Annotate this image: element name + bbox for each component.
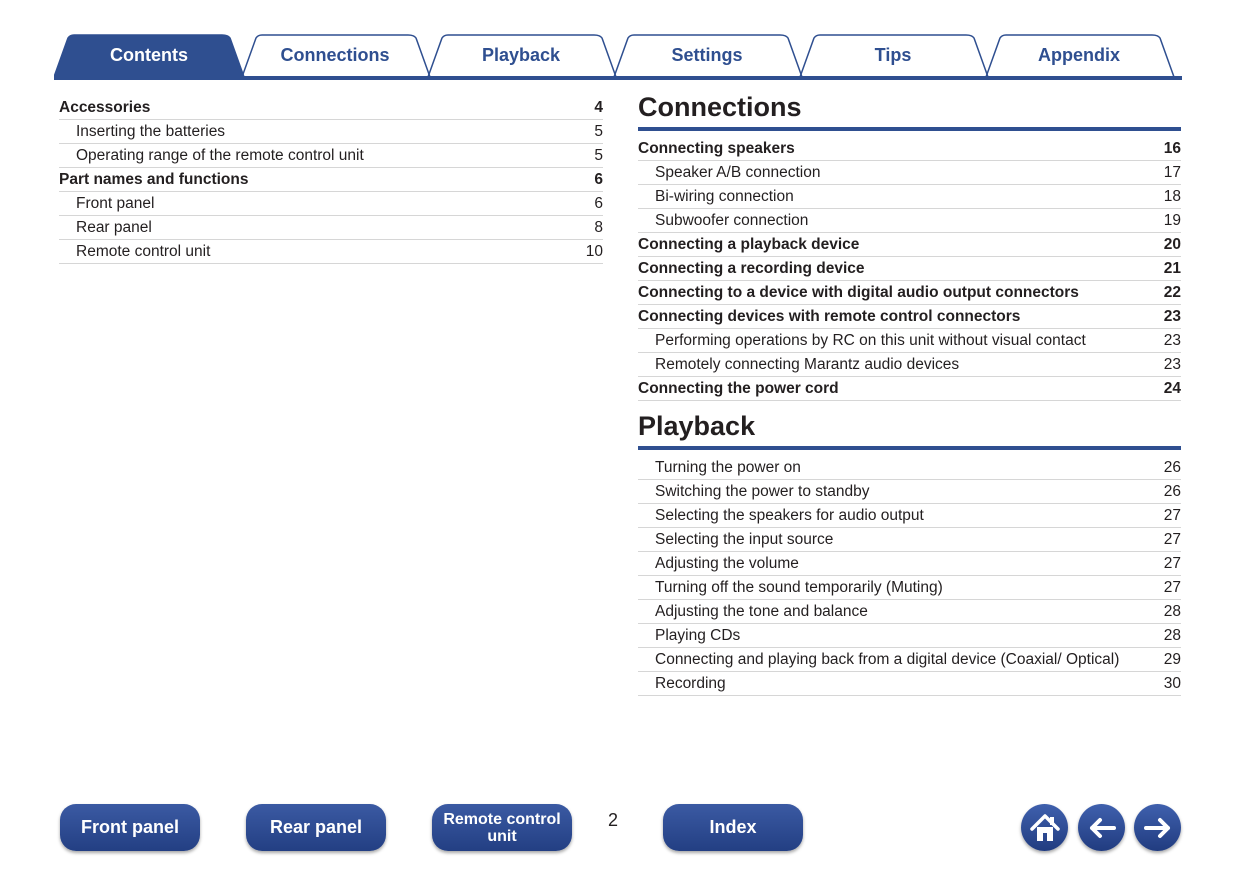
toc-entry-page: 6 <box>594 171 603 188</box>
toc-entry[interactable] <box>59 96 603 120</box>
toc-entry[interactable] <box>638 528 1181 552</box>
arrow-right-icon <box>1141 811 1175 845</box>
toc-entry-title: Turning the power on <box>655 459 801 476</box>
toc-entry-title: Selecting the input source <box>655 531 834 548</box>
toc-entry-title: Remotely connecting Marantz audio devices <box>655 356 960 373</box>
toc-connections-list <box>638 137 1181 401</box>
toc-entry-page: 27 <box>1163 507 1181 524</box>
toc-entry-title: Inserting the batteries <box>76 123 226 140</box>
toc-entry[interactable] <box>638 305 1181 329</box>
index-button[interactable]: Index <box>663 804 803 851</box>
toc-entry-title: Playing CDs <box>655 627 741 644</box>
toc-playback-list <box>638 456 1181 696</box>
toc-entry[interactable] <box>638 552 1181 576</box>
toc-entry-title: Turning off the sound temporarily (Muting) <box>655 579 943 596</box>
toc-entry[interactable] <box>59 144 603 168</box>
home-icon <box>1028 811 1062 845</box>
toc-entry-page: 22 <box>1163 284 1181 301</box>
toc-entry-title: Recording <box>655 675 726 692</box>
toc-entry-page: 28 <box>1163 603 1181 620</box>
toc-entry-page: 27 <box>1163 531 1181 548</box>
toc-entry-title: Switching the power to standby <box>655 483 870 500</box>
toc-entry[interactable] <box>638 353 1181 377</box>
toc-entry-title: Connecting a playback device <box>638 236 860 253</box>
toc-entry-page: 23 <box>1163 308 1181 325</box>
toc-entry-title: Connecting devices with remote control connectors <box>638 308 1021 325</box>
tab-tips[interactable]: Tips <box>874 44 912 65</box>
arrow-left-icon <box>1085 811 1119 845</box>
toc-entry[interactable] <box>638 233 1181 257</box>
toc-entry-page: 19 <box>1163 212 1181 229</box>
toc-entry-page: 6 <box>594 195 603 212</box>
toc-entry-page: 21 <box>1163 260 1181 277</box>
tab-connections[interactable]: Connections <box>280 44 390 65</box>
toc-entry-title: Connecting to a device with digital audio output connectors <box>638 284 1079 301</box>
toc-entry[interactable] <box>638 456 1181 480</box>
forward-button[interactable] <box>1134 804 1181 851</box>
front-panel-button[interactable]: Front panel <box>60 804 200 851</box>
toc-entry-title: Accessories <box>59 99 151 116</box>
toc-entry-page: 27 <box>1163 579 1181 596</box>
toc-entry-title: Connecting speakers <box>638 140 795 157</box>
toc-entry[interactable] <box>638 624 1181 648</box>
toc-entry-page: 23 <box>1163 356 1181 373</box>
toc-entry-page: 24 <box>1163 380 1181 397</box>
toc-left-column <box>59 96 603 264</box>
toc-entry-page: 4 <box>594 99 603 116</box>
toc-entry-page: 10 <box>585 243 603 260</box>
toc-entry[interactable] <box>638 672 1181 696</box>
tab-settings[interactable]: Settings <box>671 44 743 65</box>
rear-panel-button[interactable]: Rear panel <box>246 804 386 851</box>
toc-entry-title: Part names and functions <box>59 171 249 188</box>
toc-entry[interactable] <box>638 576 1181 600</box>
back-button[interactable] <box>1078 804 1125 851</box>
toc-entry-title: Adjusting the volume <box>655 555 799 572</box>
toc-entry-title: Connecting the power cord <box>638 380 839 397</box>
toc-entry[interactable] <box>638 257 1181 281</box>
section-title-connections: Connections <box>638 91 1181 131</box>
toc-entry[interactable] <box>638 137 1181 161</box>
toc-entry-title: Remote control unit <box>76 243 211 260</box>
toc-entry-page: 29 <box>1163 651 1181 668</box>
toc-entry-page: 17 <box>1163 164 1181 181</box>
toc-entry-title: Front panel <box>76 195 155 212</box>
toc-entry[interactable] <box>638 480 1181 504</box>
toc-entry[interactable] <box>638 600 1181 624</box>
toc-entry[interactable] <box>638 329 1181 353</box>
toc-entry[interactable] <box>638 209 1181 233</box>
toc-entry-title: Selecting the speakers for audio output <box>655 507 924 524</box>
remote-control-unit-button[interactable]: Remote control unit <box>432 804 572 851</box>
toc-entry-title: Rear panel <box>76 219 152 236</box>
toc-entry-page: 5 <box>594 123 603 140</box>
toc-entry[interactable] <box>59 216 603 240</box>
toc-entry[interactable] <box>638 281 1181 305</box>
toc-entry[interactable] <box>638 504 1181 528</box>
toc-entry-title: Connecting and playing back from a digital device (Coaxial/ Optical) <box>655 651 1120 668</box>
toc-entry-title: Subwoofer connection <box>655 212 809 229</box>
toc-entry[interactable] <box>59 240 603 264</box>
toc-entry-page: 18 <box>1163 188 1181 205</box>
page-number: 2 <box>608 810 619 830</box>
toc-entry-page: 8 <box>594 219 603 236</box>
toc-entry-page: 5 <box>594 147 603 164</box>
toc-entry[interactable] <box>59 120 603 144</box>
toc-entry-title: Operating range of the remote control unit <box>76 147 364 164</box>
toc-entry-page: 28 <box>1163 627 1181 644</box>
tab-bar <box>54 34 1182 81</box>
toc-entry-page: 26 <box>1163 459 1181 476</box>
toc-entry-title: Performing operations by RC on this unit without visual contact <box>655 332 1086 349</box>
tab-contents[interactable]: Contents <box>110 44 188 65</box>
toc-entry-page: 27 <box>1163 555 1181 572</box>
toc-entry[interactable] <box>638 648 1181 672</box>
tab-appendix[interactable]: Appendix <box>1037 44 1120 65</box>
toc-entry-title: Adjusting the tone and balance <box>655 603 868 620</box>
toc-entry-page: 16 <box>1163 140 1181 157</box>
toc-entry-page: 30 <box>1163 675 1181 692</box>
toc-entry[interactable] <box>59 168 603 192</box>
toc-entry-page: 23 <box>1163 332 1181 349</box>
home-button[interactable] <box>1021 804 1068 851</box>
toc-entry-title: Connecting a recording device <box>638 260 865 277</box>
toc-entry-page: 26 <box>1163 483 1181 500</box>
toc-entry[interactable] <box>59 192 603 216</box>
toc-entry-title: Speaker A/B connection <box>655 164 821 181</box>
section-title-playback: Playback <box>638 410 1181 450</box>
toc-entry[interactable] <box>638 377 1181 401</box>
toc-entry[interactable] <box>638 185 1181 209</box>
toc-entry-page: 20 <box>1163 236 1181 253</box>
tab-playback[interactable]: Playback <box>481 44 561 65</box>
toc-entry-title: Bi-wiring connection <box>655 188 794 205</box>
toc-right-column <box>638 91 1181 696</box>
toc-entry[interactable] <box>638 161 1181 185</box>
